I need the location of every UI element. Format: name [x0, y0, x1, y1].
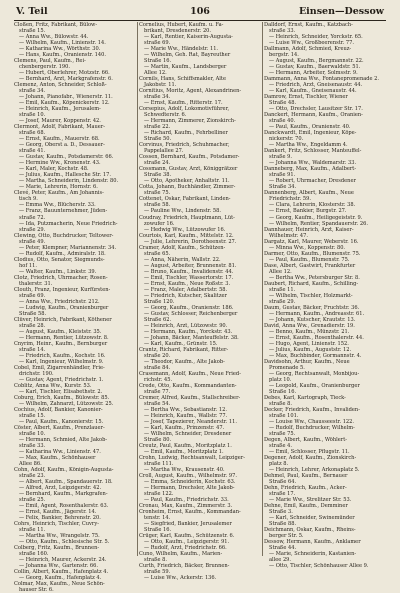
- directory-entry-line: Clermont, Adolf, Fabrikant, Mauer-: [14, 124, 105, 131]
- directory-entry-line: straße 23.: [19, 473, 46, 480]
- directory-entry-line: Corsepius, Adolf, Lokomotivführer,: [139, 106, 230, 113]
- directory-entry-line: — Emma, Schneiderin, Kochstr. 63.: [144, 479, 236, 486]
- directory-entry-line: Cremer, Alfred, Kaufm., Stallschreiber-: [139, 394, 241, 401]
- section-label: V. Teil: [16, 6, 48, 17]
- directory-entry-line: Davidsohn, Arthur, Kaufm., Neue: [264, 358, 350, 365]
- directory-entry-line: — Paul, Kaufm., Oranienstr. 40.: [269, 124, 351, 131]
- directory-entry-line: Decker, Friedrich, Kaufm., Invaliden-: [264, 407, 360, 413]
- directory-entry-line: Straße 88.: [269, 521, 297, 528]
- directory-entry-line: — Hermine Ww., Kronenstr. 43.: [19, 160, 101, 167]
- directory-entry-line: — Rudolf, Kaufm., Admiralstr. 18.: [19, 250, 106, 257]
- directory-entry-line: Clevé, Peter, Kaufm., Am Johannis-: [14, 190, 104, 197]
- directory-entry-line: — Martha Ww., Wrangelstr. 75.: [19, 533, 100, 540]
- directory-entry-line: — Leopold, Kaufm., Oranienburger: [269, 382, 360, 389]
- directory-entry-line: — Heinrich, Schneider, Yorckstr. 65.: [269, 34, 363, 41]
- directory-entry-line: Dallmann, Adolf, Schmied, Kreuz-: [264, 46, 352, 53]
- directory-entry-line: — Ernst, Kaufm., Neue Roßstr. 3.: [144, 280, 231, 287]
- directory-entry-line: — Otto, Apotheker, Anhaltstr. 11.: [144, 178, 230, 185]
- directory-entry-line: Cloßen, Fritz, Fabrikant, Bülow-: [14, 22, 98, 28]
- directory-entry-line: — Georg, Kaufm., Heiligegeiststr. 9.: [269, 214, 363, 221]
- directory-entry-line: Cramer, Adolf, Kaufm., Schützen-: [139, 244, 226, 251]
- directory-entry-line: — August, Kaufm., Bergmannstr. 22.: [269, 58, 364, 65]
- directory-entry-line: — Hermann, Drechsler, Alte Jakob-: [144, 485, 235, 492]
- directory-entry-line: Degen, Albert, Kaufm., Wöhlert-: [264, 437, 347, 444]
- directory-entry-line: straße 24.: [144, 160, 171, 167]
- directory-entry-line: — Martha, Schneiderin, Lindenstr. 80.: [19, 178, 119, 185]
- directory-entry-line: — Josef, Tapezierer, Neanderstr. 11.: [144, 419, 237, 426]
- directory-column-3: [264, 22, 386, 570]
- directory-entry-line: Dehmel, Paul, Kaufm., Bernauer: [264, 473, 348, 480]
- directory-entry-line: Daum, Gustav, Bäcker, Fruchtstr. 36.: [264, 304, 360, 311]
- directory-entry-line: — Hans, Kaufm., Oranienstr. 140.: [19, 52, 106, 59]
- directory-entry-line: — Otto, Drechsler, Lausitzer Str. 17.: [269, 106, 363, 113]
- directory-entry-line: — Johanna Ww., Waldemarstr. 33.: [269, 160, 357, 167]
- directory-entry-line: — Wilhelm, Kaufm., Linienstr. 14.: [19, 40, 106, 47]
- directory-entry-line: Cornelius, Hubert, Kaufm. u. Fa-: [139, 22, 224, 28]
- directory-entry-line: straße 122.: [144, 491, 174, 498]
- directory-entry-line: Collin, Albert, Kaufm., Hafenplatz 4.: [14, 569, 109, 576]
- directory-entry-line: Crohn, Ludwig, Rechtsanwalt, Leipziger-: [139, 455, 245, 462]
- directory-entry-line: straße 29.: [19, 226, 46, 233]
- directory-column-2: [139, 22, 261, 582]
- directory-entry-line: — Heinrich, Arzt, Lützowstr. 90.: [144, 322, 228, 329]
- directory-entry-line: straße 15.: [19, 413, 46, 420]
- directory-entry-line: Straße 34.: [269, 184, 297, 191]
- directory-entry-line: — Robert, Uhrmacher, Dresdener: [269, 178, 356, 185]
- directory-entry-line: straße 10.: [19, 431, 46, 438]
- directory-entry-line: — Emil, Kaufm., Köpenickerstr. 12.: [19, 100, 110, 107]
- directory-entry-line: — Ida, Putzmacherin, Neue Friedrich-: [19, 220, 118, 227]
- directory-entry-line: — Hermann, Rentier, Lützowstr. 8.: [19, 334, 109, 341]
- directory-entry-line: — Georg, Kaufm., Oranienstr. 186.: [144, 304, 234, 311]
- directory-entry-line: straße 20.: [144, 352, 171, 359]
- directory-entry-line: straße 28.: [19, 322, 46, 329]
- directory-entry-line: — Marie Ww., Strelitzer Str. 53.: [269, 497, 352, 504]
- directory-entry-line: — Otto, Tischler, Schönhauser Allee 9.: [269, 563, 369, 570]
- directory-entry-line: — Wilhelm, Geh. Rat, Bayreuther: [144, 52, 231, 59]
- directory-entry-line: Straße 3.: [269, 509, 293, 516]
- directory-entry-line: straße 40.: [269, 118, 296, 125]
- directory-entry-line: Straße 44.: [269, 545, 297, 552]
- directory-entry-line: Cornils, Hans, Schiffsmakler, Alte: [139, 76, 226, 83]
- directory-entry-line: Straße 38.: [144, 172, 172, 179]
- directory-entry-line: — Felix, Bankier, Behrenstr. 20.: [19, 515, 101, 522]
- directory-entry-line: — Emil, Schlosser, Pflugstr. 11.: [269, 449, 350, 456]
- directory-entry-line: — Georg, Oberst a. D., Dessauer-: [19, 142, 105, 149]
- directory-entry-line: — Hermann, Kaufm., Yorckstr. 43.: [144, 328, 233, 335]
- directory-entry-line: — Rudolf, Arzt, Friedrichstr. 66.: [144, 545, 227, 552]
- directory-entry-line: — Walter, Kaufm., Linkstr. 39.: [19, 268, 97, 275]
- directory-entry-line: Coudray, Friedrich, Hauptmann, Lüt-: [139, 214, 235, 221]
- directory-entry-line: — Bertha Ww., Sebastianstr. 12.: [144, 407, 228, 413]
- directory-entry-line: — Rudolf, Buchdrucker, Wilhelm-: [269, 425, 355, 432]
- directory-entry-line: — Karl, Kaufm., Prinzenstr. 47.: [144, 425, 225, 432]
- directory-entry-line: Straße 80.: [144, 437, 172, 444]
- directory-entry-line: — Wilhelm, Rentier, Spandauerstr. 26.: [269, 220, 369, 227]
- directory-entry-line: straße 33.: [19, 443, 46, 450]
- directory-entry-line: Dalldorf, Ernst, Kaufm., Katzbach-: [264, 22, 353, 28]
- directory-entry-line: Clewing, Otto, Buchdrucker, Teltower-: [14, 232, 114, 239]
- directory-entry-line: Darmer, Otto, Kaufm., Blumenstr. 75.: [264, 250, 361, 257]
- directory-entry-line: — Hermann, Kaufm., Andreasstr. 61.: [269, 310, 365, 317]
- directory-entry-line: straße 101.: [269, 413, 299, 420]
- page-header: [14, 5, 386, 18]
- directory-entry-line: — Marie Ww., Händelstr. 11.: [144, 46, 219, 53]
- directory-entry-line: straße 10.: [19, 112, 46, 119]
- directory-entry-line: straße 75.: [269, 431, 296, 438]
- directory-entry-line: — Otto, Kaufm., Leipzigerstr. 91.: [144, 539, 230, 546]
- directory-entry-line: straße 33.: [269, 28, 296, 35]
- directory-entry-line: Clodius, Otto, Senator, Siegmunds-: [14, 256, 105, 263]
- directory-entry-line: Crantz, Richard, Fabrikant, Ritter-: [139, 346, 229, 353]
- directory-entry-line: berger Str. 5.: [269, 533, 304, 540]
- directory-entry-line: — Richard, Kaufm., Fehrbelliner: [144, 130, 228, 137]
- directory-entry-line: straße 34.: [144, 94, 171, 101]
- directory-entry-line: Debes, Karl, Kartograph, Tieck-: [264, 394, 346, 401]
- directory-entry-line: straße 65.: [144, 250, 171, 257]
- directory-entry-line: Dessow, Hermann, Kaufm., Anklamer: [264, 539, 361, 546]
- directory-entry-line: Straße 16.: [269, 388, 297, 395]
- directory-entry-line: straße 72.: [19, 214, 46, 221]
- directory-entry-line: Dammann, Anna Ww., Fontanepromenade 2.: [264, 76, 380, 83]
- directory-entry-line: — Ludwig, Kaufm., Oranienburger: [19, 304, 109, 311]
- directory-entry-line: straße 77.: [144, 388, 171, 395]
- directory-entry-line: — August, Kaufm., Kleiststr. 35.: [19, 328, 102, 335]
- directory-entry-line: Creutz, Paul, Kaufm., Moritzplatz 1.: [139, 443, 232, 450]
- directory-entry-line: tenstr. 14.: [144, 515, 171, 522]
- directory-entry-line: — Luise Ww., Großbeerenstr. 77.: [269, 40, 354, 47]
- directory-entry-line: straße 41.: [19, 148, 46, 155]
- directory-entry-line: — Max, Kaufm., Schönhauser: [19, 455, 96, 462]
- directory-entry-line: platz 8.: [269, 461, 289, 468]
- directory-entry-line: — Wilhelm, Schneider, Dresdener: [144, 431, 232, 438]
- directory-entry-line: — Bruno, Kaufm., Invalidenstr. 44.: [144, 268, 234, 275]
- directory-entry-line: Dase, Albert, Gastwirt, Frankfurter: [264, 262, 356, 269]
- directory-entry-line: — Emil, Tischler, Wassertorstr. 17.: [144, 274, 234, 281]
- directory-entry-line: Cohrs, Heinrich, Tischler, Cuvry-: [14, 521, 99, 528]
- directory-entry-line: straße 69.: [144, 40, 171, 47]
- directory-entry-line: Cnyrim, Heinr., Kaufm., Bernburger: [14, 340, 108, 347]
- directory-entry-line: Clemens, Paul, Kaufm., Rei-: [14, 58, 86, 65]
- directory-entry-line: — Gustav, Kaufm., Baerwaldstr. 51.: [269, 64, 361, 71]
- directory-entry-line: tisch 9.: [19, 196, 38, 203]
- directory-entry-line: — Franz, Bauunternehmer, Jüden-: [19, 208, 108, 215]
- directory-entry-line: Allee 12.: [269, 268, 292, 275]
- directory-entry-line: Daubert, Richard, Kaufm., Schilling-: [264, 280, 359, 287]
- directory-entry-line: Allee 12.: [144, 70, 167, 77]
- directory-entry-line: — Martha Ww., Krausenstr. 40.: [144, 467, 225, 474]
- directory-entry-line: — Otto, Kaufm., Schlesische Str. 5.: [19, 539, 110, 546]
- directory-entry-line: straße 8.: [269, 400, 293, 407]
- directory-entry-line: Crasemann, Adolf, Kaufm., Neue Fried-: [139, 370, 241, 377]
- directory-entry-line: — Anna Ww., Bülowstr. 44.: [19, 34, 89, 41]
- directory-entry-line: straße 22.: [144, 124, 171, 131]
- directory-entry-line: — Luise Ww., Ackerstr. 136.: [144, 575, 217, 582]
- directory-entry-line: straße 15.: [19, 28, 46, 35]
- directory-entry-line: Danneberg, Max, Kaufm., Adalbert-: [264, 166, 357, 173]
- directory-entry-line: — Franz, Maler, Adalbertstr. 58.: [144, 286, 228, 293]
- directory-entry-line: Straße 64.: [269, 479, 297, 486]
- directory-entry-line: Courtois, Karl, Kaufm., Mittelstr. 12.: [139, 232, 234, 239]
- directory-entry-line: — Katharina Ww., Linienstr. 47.: [19, 449, 101, 456]
- directory-entry-line: — Wilhelm, Zahnarzt, Lützowstr. 25.: [19, 400, 114, 407]
- directory-entry-line: — Ernst, Kaufm., Mauerstr. 68.: [19, 136, 100, 143]
- header-rule: [14, 20, 386, 21]
- directory-entry-line: Damrow, Ernst, Tischler, Wiener: [264, 94, 348, 101]
- directory-entry-line: Clüver, Heinrich, Fabrikant, Köthener: [14, 316, 112, 323]
- directory-entry-line: — Anna, Näherin, Wallstr. 22.: [144, 256, 221, 263]
- directory-entry-line: Allee 86.: [19, 461, 42, 468]
- directory-entry-line: straße 58.: [144, 202, 171, 209]
- directory-entry-line: — Paul, Kaufm., Friedrichstr. 33.: [144, 497, 229, 504]
- directory-entry-line: straße 68.: [19, 130, 46, 137]
- directory-entry-line: — Hermann, Schmied, Alte Jakob-: [19, 437, 108, 444]
- directory-entry-line: — Bernhard, Arzt, Markgrafenstr. 6.: [19, 76, 113, 83]
- directory-entry-line: straße 54.: [144, 400, 171, 407]
- directory-entry-line: Cossen, Bernhard, Kaufm., Potsdamer-: [139, 154, 240, 161]
- directory-entry-line: — Heinrich, Maurer, Ackerstr. 24.: [19, 557, 107, 564]
- running-head: Einsen—Dessow: [298, 6, 384, 17]
- directory-entry-line: Curth, Friedrich, Bäcker, Brunnen-: [139, 563, 230, 570]
- directory-entry-line: straße 4.: [269, 443, 293, 450]
- directory-entry-line: platz 10.: [269, 376, 292, 383]
- directory-entry-line: Straße 48.: [269, 100, 297, 107]
- directory-entry-line: — Bernhard, Kaufm., Markgrafen-: [19, 491, 108, 498]
- directory-entry-line: — Heinrich, Kaufm., Jerusalem-: [19, 106, 101, 113]
- directory-entry-line: drichstr. 190.: [19, 370, 54, 377]
- directory-entry-line: — Max, Buchbinder, Gormannstr. 4.: [269, 352, 362, 359]
- page-number: 106: [190, 6, 210, 17]
- directory-entry-line: straße 69.: [19, 292, 46, 299]
- directory-entry-line: Dannhauer, Heinrich, Arzt, Kaiser-: [264, 226, 354, 233]
- directory-entry-line: bergstr. 14.: [269, 52, 299, 59]
- directory-entry-line: — Anna Ww., Friedrichstr. 212.: [19, 298, 100, 305]
- directory-entry-line: Straße 58.: [19, 310, 47, 317]
- directory-entry-line: — Karl, Kaufm., Grünstr. 15.: [144, 340, 218, 347]
- directory-entry-line: — Johanna Ww., Gartenstr. 66.: [19, 563, 98, 570]
- directory-entry-line: Cobel, Emil, Zigarrenhändler, Frie-: [14, 364, 105, 371]
- column-divider: [137, 22, 138, 556]
- directory-entry-line: — August, Arbeiter, Brunnenstr. 81.: [144, 262, 237, 269]
- directory-entry-line: straße 111.: [144, 461, 174, 468]
- directory-column-1: [14, 22, 136, 593]
- directory-entry-line: Dannenberg, Albert, Kaufm., Neue: [264, 190, 354, 197]
- directory-entry-line: zowufer 16.: [144, 220, 175, 227]
- directory-entry-line: — Julius, Kaufm., Hallesche Str. 17.: [19, 172, 112, 179]
- directory-entry-line: straße 84.: [144, 364, 171, 371]
- directory-entry-line: — Hermann, Zimmerer, Zionskirch-: [144, 118, 236, 125]
- directory-entry-line: — Emil, Kaufm., Moritzplatz 1.: [144, 449, 224, 456]
- directory-entry-line: — Albert, Kaufm., Spandauerstr. 18.: [19, 479, 113, 486]
- directory-entry-line: Straße 50.: [144, 136, 172, 143]
- directory-entry-line: — Heinrich, Lehrer, Arkonaplatz 5.: [269, 467, 360, 474]
- directory-entry-line: Cöster, Albert, Kaufm., Prenzlauer-: [14, 425, 105, 432]
- directory-entry-line: — Katharina Ww., Wörthstr. 30.: [19, 46, 101, 53]
- column-divider: [262, 22, 263, 556]
- directory-entry-line: — Theodor, Kaufm., Alte Jakob-: [144, 358, 225, 365]
- directory-entry-line: — Martha Ww., Engeldamm 4.: [269, 142, 348, 149]
- directory-entry-line: Colmar, Max, Kaufm., Neue Schön-: [14, 581, 105, 588]
- directory-entry-line: Cornitius, Moritz, Agent, Alexandrinen-: [139, 88, 242, 95]
- directory-entry-line: — Alfred, Arzt, Leipzigerstr. 42.: [19, 485, 102, 492]
- directory-entry-line: Dehn, Friedrich, Kaufm., Acker-: [264, 485, 347, 492]
- directory-entry-line: Cronau, Max, Kaufm., Zimmerstr. 3.: [139, 503, 233, 510]
- directory-entry-line: Straße 16.: [144, 58, 172, 65]
- directory-entry-line: — Minna Ww., Koppenstr. 80.: [269, 244, 346, 251]
- directory-entry-line: Coblitz, Anna Ww., Kurstr. 53.: [14, 382, 92, 389]
- directory-entry-line: Cossmann, Gustav, Arzt, Königgrätzer: [139, 166, 238, 173]
- directory-entry-line: Danckwardt, Emil, Ingenieur, Köpe-: [264, 130, 357, 137]
- directory-entry-line: Schwedterstr. 6.: [144, 112, 187, 119]
- directory-entry-line: — Siegfried, Bankier, Jerusalemer: [144, 521, 232, 528]
- directory-entry-line: straße 29.: [269, 298, 296, 305]
- directory-entry-line: — Karl, Schneider, Swinemünder: [269, 515, 355, 522]
- directory-entry-line: Colberg, Fritz, Kaufm., Brunnen-: [14, 545, 100, 552]
- directory-entry-line: — Julius, Kaufm., Auguststr. 12.: [269, 346, 352, 353]
- directory-entry-line: — Pauline Ww., Lindenstr. 58.: [144, 208, 221, 215]
- directory-entry-line: Pappelallee 27.: [144, 148, 184, 155]
- directory-entry-line: — Friedrich, Kutscher, Skalitzer: [144, 292, 227, 299]
- directory-entry-line: straße 25.: [19, 497, 46, 504]
- directory-entry-line: — Karl, Tischler, Elisabethstr. 2.: [19, 388, 103, 395]
- directory-entry-line: — Julie, Lehrerin, Dorotheenstr. 27.: [144, 238, 237, 245]
- directory-entry-line: straße 91.: [269, 172, 296, 179]
- directory-entry-line: straße 160.: [19, 551, 49, 558]
- directory-entry-line: — Wilhelm, Tischler, Holzmarkt-: [269, 292, 353, 299]
- directory-entry-line: Cuno, Wilhelm, Kaufm., Marien-: [139, 551, 223, 558]
- directory-entry-line: — Johann, Kutscher, Krautstr. 13.: [269, 316, 356, 323]
- directory-entry-line: — Bertha Ww., Petersburger Str. 8.: [269, 274, 360, 281]
- directory-entry-line: Clemenz, Anton, Schneider, Schloß-: [14, 82, 107, 89]
- directory-entry-line: — Gustav, Schlosser, Reichenberger: [144, 310, 238, 317]
- directory-entry-line: — Johann, Bäcker, Manteuffelstr. 38.: [144, 334, 239, 341]
- directory-entry-line: — Clara, Lehrerin, Klosterstr. 38.: [269, 202, 356, 209]
- directory-entry-line: — Friedrich, Kaufm., Kochstr. 16.: [19, 352, 106, 359]
- directory-entry-line: Croll, August, Kaufm., Wilhelmstr. 97.: [139, 473, 238, 480]
- directory-entry-line: Clouth, Franz, Ingenieur, Kurfürsten-: [14, 286, 111, 293]
- directory-entry-line: Cotta, Johann, Buchhändler, Zimmer-: [139, 184, 236, 191]
- directory-entry-line: Coburg, Erich, Kaufm., Bülowstr. 85.: [14, 394, 110, 401]
- directory-entry-line: Friedrichstr. 59.: [269, 196, 311, 203]
- directory-entry-line: — Hermann, Arbeiter, Solmsstr. 9.: [269, 70, 358, 77]
- directory-entry-line: hauser Str. 6.: [19, 587, 54, 593]
- directory-entry-line: — Martin, Kaufm., Landsberger: [144, 64, 227, 71]
- directory-entry-line: Cohn, Adolf, Kaufm., Königin-Augusta-: [14, 467, 114, 474]
- directory-entry-line: Corvinus, Friedrich, Schuhmacher,: [139, 142, 230, 149]
- directory-entry-line: — Peter, Klempner, Mariannenstr. 34.: [19, 244, 117, 251]
- directory-entry-line: hof 11.: [19, 262, 37, 269]
- directory-entry-line: Danckert, Hermann, Kaufm., Oranien-: [264, 112, 363, 119]
- directory-entry-line: — Marie, Schneiderin, Kastanien-: [269, 551, 357, 558]
- directory-entry-line: — Benno, Kaufm., Münzstr. 21.: [269, 328, 350, 335]
- directory-entry-line: — Paul, Kaufm., Kanonierstr. 15.: [19, 419, 104, 426]
- directory-entry-line: — Georg, Kaufm., Hafenplatz 4.: [19, 575, 102, 582]
- directory-entry-line: Cronheim, Ernst, Kaufm., Kommandan-: [139, 509, 241, 516]
- directory-entry-line: straße 8.: [144, 557, 168, 564]
- directory-entry-line: — Heinrich, Kaufm., Wallstr. 77.: [144, 413, 228, 420]
- directory-entry-line: — Ernst, Bankier, Burgstr. 27.: [269, 208, 347, 215]
- directory-entry-line: Straße 120.: [144, 298, 175, 305]
- directory-entry-line: — Gustav, Kaufm., Potsdamerstr. 66.: [19, 154, 114, 161]
- directory-entry-line: — Ernst, Kaufm., Ritterstr. 17.: [144, 100, 223, 107]
- directory-entry-line: straße 34.: [19, 88, 46, 95]
- directory-entry-line: straße 75.: [144, 190, 171, 197]
- directory-entry-line: Cochius, Adolf, Bankier, Kanonier-: [14, 407, 103, 413]
- directory-entry-line: richstr. 45.: [144, 376, 173, 383]
- directory-entry-line: Promenade 5.: [269, 364, 305, 371]
- directory-entry-line: Clotz, Friedrich, Uhrmacher, Rosen-: [14, 274, 108, 281]
- directory-entry-line: Degener, Adolf, Kaufm., Zionskirch-: [264, 455, 357, 462]
- directory-entry-line: — Friedrich, Arzt, Gneisenaustr. 44.: [269, 82, 363, 89]
- directory-entry-line: straße 14.: [19, 346, 46, 353]
- directory-entry-line: — Marie, Lehrerin, Hornstr. 6.: [19, 184, 98, 191]
- directory-entry-line: — Emil, Agent, Rosenthalerstr. 63.: [19, 503, 109, 510]
- directory-entry-line: Deichmann, Oskar, Kaufm., Rheins-: [264, 527, 356, 534]
- directory-entry-line: — Karl, Rentier, Kaiserin-Augusta-: [144, 34, 233, 41]
- directory-entry-line: straße 11.: [19, 527, 46, 534]
- directory-entry-line: Dankert, Fritz, Schlosser, Manteuffel-: [264, 148, 362, 155]
- directory-entry-line: brikant, Dresdenerstr. 20.: [144, 28, 212, 35]
- directory-entry-line: — Johann, Pianofabr., Wienerstr. 11.: [19, 94, 113, 101]
- directory-entry-line: — Karl, Maler, Kochstr. 48.: [19, 166, 89, 173]
- directory-entry-line: Cottenet, Oskar, Fabrikant, Linden-: [139, 196, 231, 203]
- directory-entry-line: Dargatz, Karl, Maurer, Weberstr. 16.: [264, 238, 359, 245]
- directory-entry-line: Crüger, Karl, Kaufm., Schützenstr. 6.: [139, 533, 235, 540]
- directory-entry-line: straße 49.: [19, 238, 46, 245]
- directory-entry-line: — Gustav, Agent, Friedrichstr. 1.: [19, 376, 104, 383]
- directory-entry-line: Dehne, Emil, Kaufm., Demminer: [264, 503, 348, 510]
- directory-entry-line: Wilhelmstr. 47.: [269, 232, 309, 239]
- directory-entry-line: Straße 16.: [144, 527, 172, 534]
- directory-entry-line: Jakobstr. 11.: [144, 82, 177, 89]
- directory-entry-line: — Hedwig Ww., Lützowufer 16.: [144, 226, 226, 233]
- directory-entry-line: — Emma Ww., Blücherstr. 33.: [19, 202, 96, 209]
- directory-entry-line: allee 29.: [269, 557, 292, 564]
- directory-entry-line: straße 9.: [269, 154, 293, 161]
- directory-entry-line: chenbergerstr. 190.: [19, 64, 70, 71]
- directory-entry-line: Crede, Otto, Kaufm., Kommandanten-: [139, 382, 237, 389]
- directory-entry-line: — Ernst, Kaufm., Rosenthalerstr. 44.: [269, 334, 364, 341]
- directory-entry-line: thalerstr. 31.: [19, 280, 53, 287]
- directory-entry-line: straße 59.: [144, 569, 171, 576]
- directory-entry-line: — Josef, Maurer, Koppenstr. 42.: [19, 118, 101, 125]
- directory-entry-line: — Ernst, Kaufm., Jägerstr. 14.: [19, 509, 97, 516]
- directory-entry-line: — Hugo, Agent, Linienstr. 152.: [269, 340, 349, 347]
- directory-entry-line: — Georg, Rechtsanwalt, Monbijou-: [269, 370, 360, 377]
- directory-entry-line: David, Anna Ww., Grenadierstr. 19.: [264, 322, 355, 329]
- directory-entry-line: — Paul, Kaufm., Blumenstr. 75.: [269, 256, 350, 263]
- directory-entry-line: — Karl, Kaufm., Gneisenaustr. 44.: [269, 88, 357, 95]
- directory-entry-line: — Karl, Ingenieur, Wilhelmstr. 9.: [19, 358, 104, 365]
- directory-entry-line: straße 11.: [269, 286, 296, 293]
- directory-entry-line: straße 17.: [269, 491, 296, 498]
- directory-entry-line: Straße 62.: [144, 316, 172, 323]
- directory-entry-line: nickerstr. 70.: [269, 136, 304, 143]
- directory-entry-line: — Louise Ww., Chausseestr. 122.: [269, 419, 355, 426]
- directory-entry-line: — Hubert, Oberlehrer, Motzstr. 66.: [19, 70, 110, 77]
